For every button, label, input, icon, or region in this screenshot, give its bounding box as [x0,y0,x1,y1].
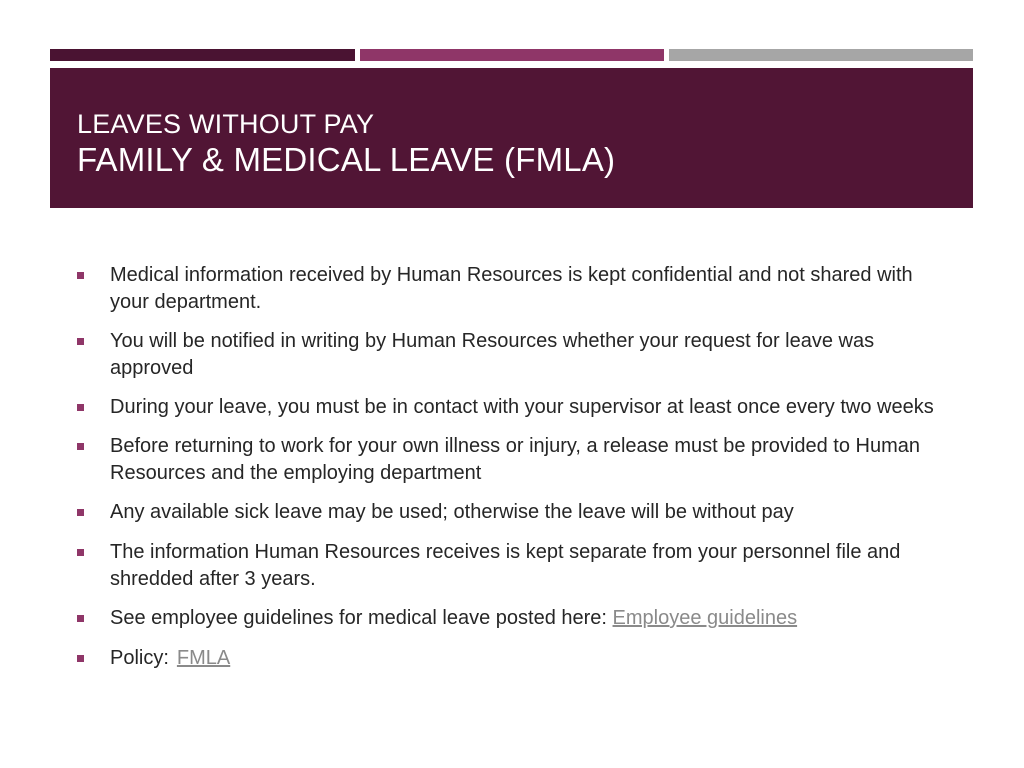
list-item [76,645,956,672]
list-item [76,394,956,421]
accent-stripe-mid [360,49,664,61]
bullet-text: The information Human Resources receives is kept separate from your personnel file and shredded after 3 years. [110,541,901,590]
square-bullet-icon [77,655,84,662]
square-bullet-icon [77,338,84,345]
square-bullet-icon [77,443,84,450]
bullet-text: During your leave, you must be in contact with your supervisor at least once every two weeks [110,396,934,418]
square-bullet-icon [77,549,84,556]
accent-stripe-grey [669,49,973,61]
list-item [76,499,956,526]
slide-title-line1: LEAVES WITHOUT PAY [77,109,375,139]
square-bullet-icon [77,404,84,411]
list-item [76,539,956,593]
bullet-text: Policy: [110,647,169,669]
bullet-text: You will be notified in writing by Human Resources whether your request for leave was approved [110,330,875,379]
bullet-text: See employee guidelines for medical leave posted here: [110,607,613,629]
list-item [76,262,956,316]
list-item [76,328,956,382]
square-bullet-icon [77,615,84,622]
list-item [76,605,956,632]
accent-stripe-dark [50,49,355,61]
bullet-text: Medical information received by Human Resources is kept confidential and not shared with your department. [110,264,913,313]
list-item [76,433,956,487]
accent-stripes [50,49,973,61]
employee-guidelines-link[interactable]: Employee guidelines [612,607,798,629]
title-band [50,68,973,208]
square-bullet-icon [77,272,84,279]
slide-title-line2: FAMILY & MEDICAL LEAVE (FMLA) [77,141,616,178]
square-bullet-icon [77,509,84,516]
bullet-list [76,262,956,684]
bullet-text: Any available sick leave may be used; otherwise the leave will be without pay [110,501,794,523]
fmla-policy-link[interactable]: FMLA [176,647,231,669]
bullet-text: Before returning to work for your own illness or injury, a release must be provided to Human Resources and the employing department [110,435,921,484]
